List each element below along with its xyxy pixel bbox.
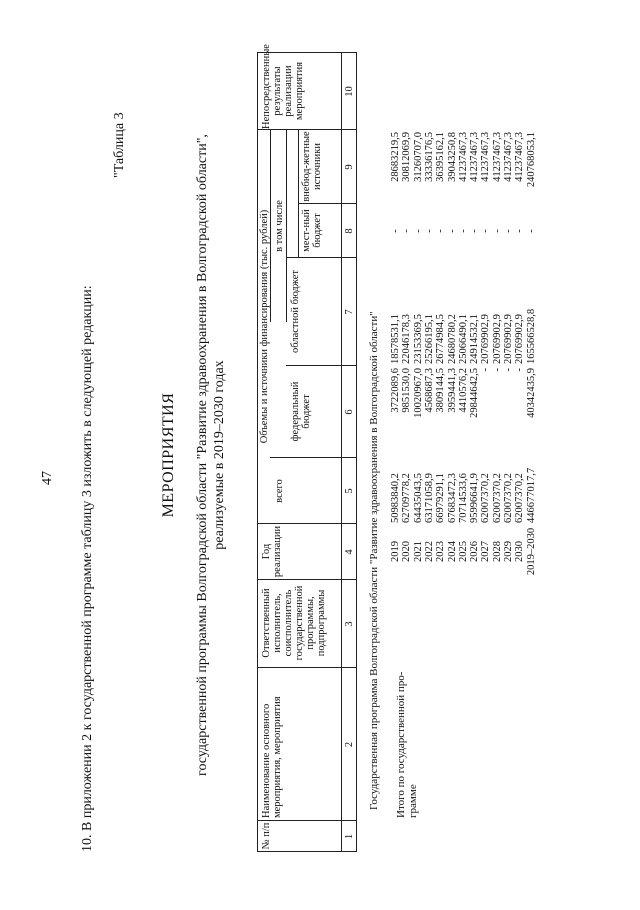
cell-total: 67683472,3	[446, 473, 458, 523]
cell-regional: 20769902,9	[491, 314, 503, 364]
cell-local: -	[390, 229, 401, 233]
col-index-4: 4	[344, 549, 355, 555]
cell-federal: 9851530,0	[401, 368, 413, 413]
header-results: Непосредственные результаты реализации мероприятия	[261, 44, 305, 129]
document-subtitle-1: государственной программы Волгоградской области "Развитие здравоохранения в Волгоградской области",	[195, 134, 210, 776]
cell-local: -	[514, 229, 526, 233]
cell-total: 66979291,1	[435, 473, 447, 523]
cell-federal: 40342435,9	[525, 368, 537, 418]
page-number: 47	[40, 471, 55, 485]
cell-total: 63171058,9	[423, 473, 435, 523]
cell-local: -	[480, 229, 492, 233]
cell-total: 62007370,2	[491, 473, 503, 523]
cell-regional: 20769902,9	[503, 314, 514, 364]
cell-federal: -	[491, 368, 503, 372]
intro-text: 10. В приложении 2 к государственной программе таблицу 3 изложить в следующей редакции:	[80, 285, 95, 852]
cell-federal: 10020967,0	[412, 368, 424, 418]
cell-extra: 41237467,3	[514, 132, 526, 182]
cell-regional: 23153369,5	[412, 314, 424, 364]
cell-regional: 20769902,9	[514, 314, 526, 364]
cell-local: -	[412, 229, 424, 233]
cell-federal: -	[480, 368, 492, 372]
cell-extra: 240768053,1	[525, 132, 537, 188]
cell-local: -	[491, 229, 503, 233]
cell-year: 2023	[435, 541, 447, 562]
data-rows	[390, 0, 590, 910]
header-federal: федеральный бюджет	[290, 381, 312, 442]
cell-local: -	[457, 229, 469, 233]
cell-extra: 36395162,1	[435, 132, 447, 182]
cell-year: 2022	[423, 541, 435, 562]
cell-year: 2021	[412, 541, 424, 562]
cell-regional: 18578531,1	[390, 314, 401, 364]
col-index-1: 1	[344, 833, 355, 840]
cell-regional: 24914532,1	[469, 314, 481, 364]
cell-total: 62007370,2	[503, 473, 514, 523]
cell-extra: 33336176,5	[423, 132, 435, 182]
cell-federal: -	[514, 368, 526, 372]
document-subtitle-2: реализуемые в 2019–2030 годах	[212, 360, 227, 550]
total-label-line1: Итого по государственной про-	[395, 671, 407, 818]
cell-extra: 41237467,3	[457, 132, 469, 182]
header-year: Год реализации	[261, 525, 283, 578]
cell-extra: 28683219,5	[390, 132, 401, 182]
header-name: Наименование основного мероприятия, мероприятия	[261, 696, 283, 818]
header-extrabudget: внебюд-жетные источники	[301, 131, 323, 202]
cell-regional: 22046178,3	[401, 314, 413, 364]
cell-federal: 3722089,6	[390, 368, 401, 413]
cell-regional: 26774984,5	[435, 314, 447, 364]
cell-total: 64435043,5	[412, 473, 424, 523]
cell-regional: 165566528,8	[525, 308, 537, 364]
cell-local: -	[401, 229, 413, 233]
header-regional: областной бюджет	[290, 270, 301, 353]
cell-year: 2024	[446, 541, 458, 562]
col-index-10: 10	[344, 86, 355, 97]
header-including: в том числе	[274, 200, 285, 252]
cell-federal: 29844642,5	[469, 368, 481, 418]
col-index-2: 2	[344, 741, 355, 748]
cell-federal: 3809144,5	[435, 368, 447, 413]
header-funding: Объемы и источники финансирования (тыс. рублей)	[259, 209, 270, 444]
cell-regional: 20769902,9	[480, 314, 492, 364]
col-index-9: 9	[344, 164, 355, 170]
cell-year: 2020	[401, 541, 413, 562]
col-index-8: 8	[344, 228, 355, 234]
total-label-line2: грамме	[407, 784, 419, 818]
cell-local: -	[503, 229, 514, 233]
cell-federal: -	[503, 368, 514, 372]
cell-regional: 24680780,2	[446, 314, 458, 364]
cell-extra: 41237467,3	[503, 132, 514, 182]
cell-local: -	[525, 229, 537, 233]
header-total: всего	[274, 479, 285, 503]
cell-extra: 41237467,3	[469, 132, 481, 182]
cell-year: 2025	[457, 541, 469, 562]
header-number: № п/п	[261, 822, 272, 850]
cell-extra: 41237467,3	[491, 132, 503, 182]
col-index-6: 6	[344, 409, 355, 415]
col-index-7: 7	[344, 309, 355, 315]
cell-year: 2026	[469, 541, 481, 562]
cell-total: 95996641,9	[469, 473, 481, 523]
cell-year: 2019	[390, 541, 401, 562]
cell-total: 62007370,2	[480, 473, 492, 523]
cell-extra: 30812069,9	[401, 132, 413, 182]
cell-total: 446677017,7	[525, 467, 537, 523]
header-responsible: Ответственный исполнитель, соисполнитель государственной программы, подпрограммы	[261, 585, 327, 661]
cell-local: -	[469, 229, 481, 233]
cell-federal: 4410576,2	[457, 368, 469, 413]
cell-total: 62709778,2	[401, 473, 413, 523]
col-index-3: 3	[344, 621, 355, 627]
cell-year: 2019–2030	[525, 527, 537, 576]
cell-year: 2028	[491, 541, 503, 562]
cell-local: -	[446, 229, 458, 233]
cell-total: 50983840,2	[390, 473, 401, 523]
cell-year: 2029	[503, 541, 514, 562]
cell-local: -	[423, 229, 435, 233]
col-index-5: 5	[344, 488, 355, 494]
document-title: МЕРОПРИЯТИЯ	[160, 392, 177, 518]
cell-regional: 25266195,1	[423, 314, 435, 364]
cell-year: 2027	[480, 541, 492, 562]
cell-local: -	[435, 229, 447, 233]
cell-year: 2030	[514, 541, 526, 562]
cell-total: 70714533,6	[457, 473, 469, 523]
header-local: мест-ный бюджет	[301, 209, 323, 252]
cell-federal: 4568687,3	[423, 368, 435, 413]
cell-extra: 31260707,0	[412, 132, 424, 182]
cell-regional: 25066490,1	[457, 314, 469, 364]
table-label: "Таблица 3	[112, 112, 127, 178]
section-heading: Государственная программа Волгоградской области "Развитие здравоохранения в Волгоградской области"	[368, 311, 380, 810]
cell-extra: 41237467,3	[480, 132, 492, 182]
cell-extra: 39043250,8	[446, 132, 458, 182]
cell-total: 62007370,2	[514, 473, 526, 523]
cell-federal: 3959441,3	[446, 368, 458, 413]
